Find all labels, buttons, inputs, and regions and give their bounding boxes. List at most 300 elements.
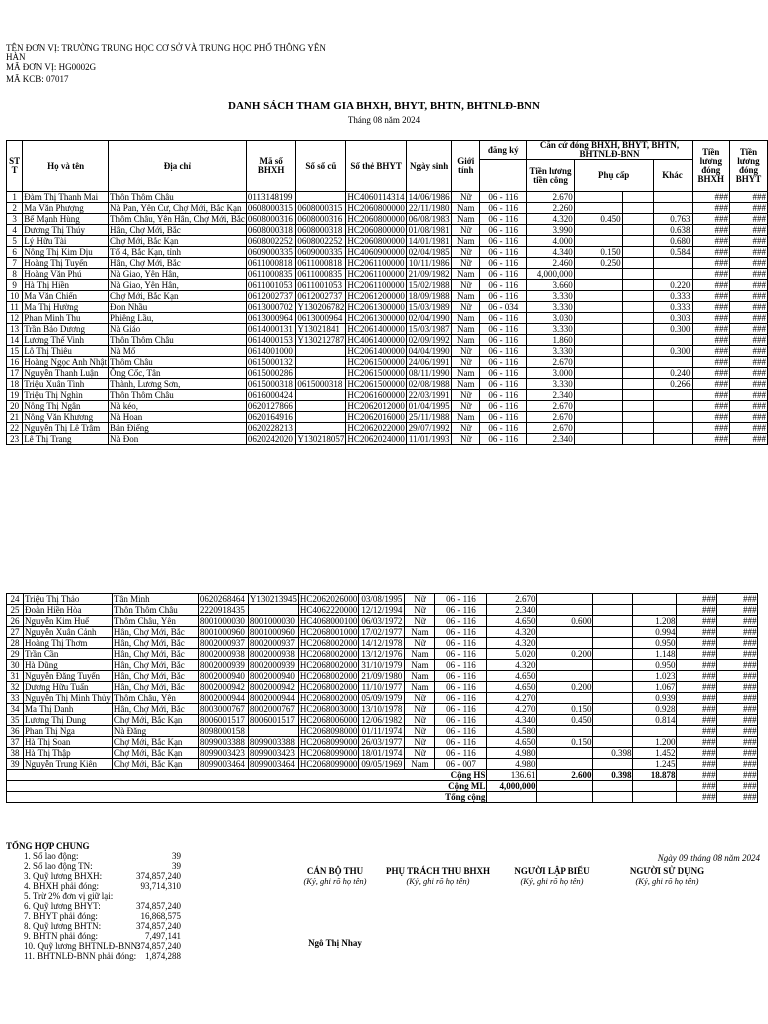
cell-x1: ### bbox=[677, 737, 717, 748]
cell-old: 0608000315 bbox=[296, 203, 346, 214]
cell-bhxh: 8099003464 bbox=[198, 759, 248, 770]
cell-dob: 24/06/1991 bbox=[406, 357, 452, 368]
cell-sal: 2.670 bbox=[527, 357, 574, 368]
kcb-code: MÃ KCB: 07017 bbox=[6, 74, 69, 84]
cell-stt: 9 bbox=[7, 280, 23, 291]
cell-addr: Hân, Chợ Mới, Bắc bbox=[108, 225, 246, 236]
cell-sal: 3.330 bbox=[527, 302, 574, 313]
cell-sex: Nam bbox=[452, 236, 480, 247]
cell-dob: 02/04/1985 bbox=[406, 247, 452, 258]
cell-reg: 06 - 116 bbox=[435, 737, 487, 748]
cell-sal: 2.460 bbox=[527, 258, 574, 269]
cell-a3 bbox=[653, 192, 692, 203]
cell-bhxh: 0620228213 bbox=[246, 423, 296, 434]
cell-old: 0608002252 bbox=[296, 236, 346, 247]
cell-name: Nông Thị Kim Dịu bbox=[23, 247, 109, 258]
cell-dob: 01/04/1995 bbox=[406, 401, 452, 412]
cell-name: Nông Văn Khương bbox=[23, 412, 109, 423]
cell-sex: Nữ bbox=[405, 605, 435, 616]
cell-x1: ### bbox=[692, 225, 729, 236]
cell-a3: 0.333 bbox=[653, 291, 692, 302]
cell-stt: 33 bbox=[7, 693, 24, 704]
cell-a3: 0.814 bbox=[633, 715, 677, 726]
cell-sal: 4.580 bbox=[487, 726, 537, 737]
cell-bhyt: HC4061400000 bbox=[347, 335, 405, 345]
cell-stt: 20 bbox=[7, 401, 23, 412]
cell-dob: 03/08/1995 bbox=[359, 594, 405, 605]
table-row bbox=[7, 236, 768, 247]
cell-sal: 2.340 bbox=[487, 605, 537, 616]
cell-addr: Hân, Chợ Mới, Bắc bbox=[112, 671, 198, 682]
cell-bhxh: 8001000960 bbox=[198, 627, 248, 638]
summary-item bbox=[6, 881, 181, 891]
cell-sal: 2.670 bbox=[527, 423, 574, 434]
cell-x1: ### bbox=[692, 269, 729, 280]
cell-bhyt: HC2061200000 bbox=[347, 291, 405, 301]
cell-a2 bbox=[593, 693, 633, 704]
cell-reg: 06 - 116 bbox=[435, 627, 487, 638]
cell-sal: 2.670 bbox=[527, 412, 574, 423]
cell-sex: Nữ bbox=[405, 715, 435, 726]
cell-x1: ### bbox=[692, 368, 729, 379]
table-row bbox=[7, 192, 768, 203]
cell-a3: 0.939 bbox=[633, 693, 677, 704]
cell-a1 bbox=[537, 594, 593, 605]
cell-name: Nguyễn Thị Lê Trâm bbox=[23, 423, 109, 434]
cell-x2: ### bbox=[729, 313, 767, 324]
cell-a1 bbox=[574, 324, 622, 335]
table-row bbox=[7, 280, 768, 291]
cell-sal: 2.670 bbox=[527, 192, 574, 203]
cell-addr: Thành, Lương Sơn, bbox=[108, 379, 246, 390]
summary-label: 5. Trừ 2% đơn vị giữ lại: bbox=[24, 891, 114, 901]
cell-stt: 27 bbox=[7, 627, 24, 638]
cell-a3: 0.240 bbox=[653, 368, 692, 379]
cell-bhxh: 0608002252 bbox=[246, 236, 296, 247]
total-hs-allowance-1: 2.600 bbox=[537, 770, 593, 781]
cell-bhyt: HC2060800000 bbox=[347, 236, 405, 246]
summary-value: 374,857,240 bbox=[136, 941, 181, 951]
cell-x1: ### bbox=[677, 693, 717, 704]
col-stt: ST T bbox=[7, 141, 23, 192]
cell-addr: Nà kéo, bbox=[108, 401, 246, 412]
cell-bhxh: 0620164916 bbox=[246, 412, 296, 423]
cell-x2: ### bbox=[729, 192, 767, 203]
cell-addr: Nà Giao, Yên Hân, bbox=[108, 269, 246, 280]
signature-date: Ngày 09 tháng 08 năm 2024 bbox=[657, 853, 760, 863]
cell-a2 bbox=[593, 737, 633, 748]
cell-a2 bbox=[622, 434, 653, 445]
cell-bhyt: HC2068006000 bbox=[299, 715, 358, 725]
cell-stt: 2 bbox=[7, 203, 23, 214]
cell-addr: Đon Nhầu bbox=[108, 302, 246, 313]
cell-old: 0611001053 bbox=[296, 280, 346, 291]
cell-old: 0615000318 bbox=[296, 379, 346, 390]
cell-a2 bbox=[622, 401, 653, 412]
table-row bbox=[7, 214, 768, 225]
cell-bhxh: 0612002737 bbox=[246, 291, 296, 302]
cell-a3: 0.928 bbox=[633, 704, 677, 715]
cell-a3: 1.023 bbox=[633, 671, 677, 682]
cell-x1: ### bbox=[677, 759, 717, 770]
cell-a3: 0.333 bbox=[653, 302, 692, 313]
cell-old bbox=[296, 412, 346, 423]
cell-name: Ma Văn Chiến bbox=[23, 291, 109, 302]
cell-reg: 06 - 116 bbox=[480, 346, 527, 357]
cell-stt: 13 bbox=[7, 324, 23, 335]
cell-sex: Nam bbox=[452, 313, 480, 324]
summary-label: 6. Quỹ lương BHYT: bbox=[24, 901, 101, 911]
table-row bbox=[7, 324, 768, 335]
cell-stt: 17 bbox=[7, 368, 23, 379]
signature-collector bbox=[280, 866, 390, 948]
cell-dob: 02/04/1990 bbox=[406, 313, 452, 324]
cell-a2 bbox=[622, 236, 653, 247]
cell-sex: Nam bbox=[405, 627, 435, 638]
cell-reg: 06 - 116 bbox=[480, 247, 527, 258]
total-hs-bhyt: ### bbox=[717, 770, 758, 781]
cell-old bbox=[296, 423, 346, 434]
cell-x2: ### bbox=[717, 638, 758, 649]
cell-old: 8002000767 bbox=[248, 704, 298, 715]
cell-sal: 3.330 bbox=[527, 324, 574, 335]
cell-sex: Nam bbox=[452, 324, 480, 335]
cell-name: Phan Minh Thu bbox=[23, 313, 109, 324]
cell-old: Y130206782 bbox=[297, 302, 345, 312]
cell-a2 bbox=[622, 203, 653, 214]
cell-old: 8099003423 bbox=[248, 748, 298, 759]
summary-value: 374,857,240 bbox=[136, 921, 181, 931]
table-row bbox=[7, 627, 758, 638]
unit-name-cont: HÀN bbox=[6, 52, 26, 62]
cell-dob: 22/03/1991 bbox=[406, 390, 452, 401]
cell-old: 8002000938 bbox=[248, 649, 298, 660]
cell-sal: 4.320 bbox=[487, 660, 537, 671]
cell-dob: 02/08/1988 bbox=[406, 379, 452, 390]
cell-bhyt: HC2068003000 bbox=[299, 704, 358, 714]
cell-a2 bbox=[622, 412, 653, 423]
cell-x2: ### bbox=[729, 324, 767, 335]
summary-label: 10. Quỹ lương BHTNLĐ-BNN: bbox=[24, 941, 140, 951]
cell-stt: 3 bbox=[7, 214, 23, 225]
cell-a3: 0.994 bbox=[633, 627, 677, 638]
cell-a2 bbox=[622, 192, 653, 203]
cell-sal: 4.320 bbox=[527, 214, 574, 225]
cell-x1: ### bbox=[677, 594, 717, 605]
total-ml-bhxh: ### bbox=[677, 781, 717, 792]
cell-a1 bbox=[574, 434, 622, 445]
cell-a3: 1.200 bbox=[633, 737, 677, 748]
cell-reg: 06 - 007 bbox=[435, 759, 487, 770]
summary-label: 4. BHXH phải đóng: bbox=[24, 881, 99, 891]
cell-reg: 06 - 116 bbox=[435, 605, 487, 616]
cell-sal: 4.270 bbox=[487, 704, 537, 715]
cell-sex: Nam bbox=[452, 203, 480, 214]
cell-reg: 06 - 116 bbox=[480, 236, 527, 247]
cell-x1: ### bbox=[677, 605, 717, 616]
cell-a1 bbox=[574, 357, 622, 368]
cell-dob: 14/12/1978 bbox=[359, 638, 405, 649]
cell-name: Triệu Xuân Tình bbox=[23, 379, 109, 390]
cell-stt: 28 bbox=[7, 638, 24, 649]
summary-label: 9. BHTN phải đóng: bbox=[24, 931, 98, 941]
cell-stt: 25 bbox=[7, 605, 24, 616]
col-reg: đăng ký bbox=[480, 141, 527, 160]
unit-code: MÃ ĐƠN VỊ: HG0002G bbox=[6, 62, 97, 72]
cell-stt: 24 bbox=[7, 594, 24, 605]
cell-x1: ### bbox=[692, 434, 729, 445]
summary-item bbox=[6, 951, 181, 961]
col-bhxh: Mã số BHXH bbox=[246, 141, 296, 192]
cell-stt: 21 bbox=[7, 412, 23, 423]
cell-sex: Nam bbox=[405, 671, 435, 682]
summary-label: 11. BHTNLĐ-BNN phải đóng: bbox=[24, 951, 137, 961]
cell-a3: 0.950 bbox=[633, 660, 677, 671]
summary-title: TỔNG HỢP CHUNG bbox=[6, 841, 90, 851]
cell-x1: ### bbox=[677, 671, 717, 682]
cell-sex: Nam bbox=[405, 682, 435, 693]
cell-addr: Hân, Chợ Mới, Bắc bbox=[112, 649, 198, 660]
cell-a2 bbox=[622, 379, 653, 390]
cell-x1: ### bbox=[692, 423, 729, 434]
total-hs-label: Cộng HS bbox=[7, 770, 487, 781]
cell-x2: ### bbox=[729, 258, 767, 269]
cell-bhyt: HC2068002000 bbox=[299, 649, 358, 659]
cell-x1: ### bbox=[692, 335, 729, 346]
cell-stt: 39 bbox=[7, 759, 24, 770]
table-row bbox=[7, 401, 768, 412]
cell-x1: ### bbox=[677, 726, 717, 737]
cell-stt: 32 bbox=[7, 682, 24, 693]
cell-a1 bbox=[574, 423, 622, 434]
table-row bbox=[7, 346, 768, 357]
cell-a1 bbox=[574, 401, 622, 412]
cell-x2: ### bbox=[729, 236, 767, 247]
cell-old: 0612002737 bbox=[296, 291, 346, 302]
cell-stt: 6 bbox=[7, 247, 23, 258]
cell-bhyt: HC4060114314 bbox=[347, 192, 405, 202]
cell-addr: Thôn Thôm Châu bbox=[108, 390, 246, 401]
cell-sal: 4.650 bbox=[487, 737, 537, 748]
cell-a3: 0.300 bbox=[653, 346, 692, 357]
cell-dob: 10/11/1986 bbox=[406, 258, 452, 269]
cell-old: Y130213945 bbox=[249, 594, 297, 604]
cell-reg: 06 - 116 bbox=[480, 335, 527, 346]
table-row bbox=[7, 748, 758, 759]
cell-name: Hà Dũng bbox=[24, 660, 113, 671]
cell-addr: Thôm Châu, Yên Hân, Chợ Mới, Bắc bbox=[109, 214, 245, 224]
summary-item bbox=[6, 911, 181, 921]
cell-a1 bbox=[574, 225, 622, 236]
manager-title: PHỤ TRÁCH THU BHXH bbox=[386, 866, 490, 876]
summary-item bbox=[6, 891, 181, 901]
cell-x2: ### bbox=[729, 335, 767, 346]
cell-x1: ### bbox=[692, 258, 729, 269]
cell-sal: 3.330 bbox=[527, 291, 574, 302]
cell-stt: 15 bbox=[7, 346, 23, 357]
cell-bhyt: HC2062026000 bbox=[299, 594, 358, 604]
cell-a2 bbox=[622, 225, 653, 236]
cell-old bbox=[248, 605, 298, 616]
cell-a1 bbox=[574, 291, 622, 302]
cell-a3: 0.950 bbox=[633, 638, 677, 649]
cell-bhxh: 0620268464 bbox=[198, 594, 248, 605]
cell-dob: 12/12/1994 bbox=[359, 605, 405, 616]
cell-x2: ### bbox=[717, 748, 758, 759]
cell-dob: 11/10/1977 bbox=[359, 682, 405, 693]
cell-bhxh: 8001000030 bbox=[198, 616, 248, 627]
cell-sex: Nữ bbox=[405, 594, 435, 605]
cell-a1: 0.250 bbox=[574, 258, 622, 269]
cell-name: Lê Thị Trang bbox=[23, 434, 109, 445]
cell-a3: 0.763 bbox=[653, 214, 692, 225]
cell-a2 bbox=[622, 214, 653, 225]
cell-dob: 15/02/1988 bbox=[406, 280, 452, 291]
cell-addr: Nà Hoan bbox=[108, 412, 246, 423]
cell-bhyt: HC2068002000 bbox=[299, 682, 358, 692]
cell-old: 8002000942 bbox=[248, 682, 298, 693]
cell-stt: 16 bbox=[7, 357, 23, 368]
table-row bbox=[7, 379, 768, 390]
cell-a1 bbox=[537, 759, 593, 770]
cell-bhyt: HC2061500000 bbox=[347, 379, 405, 389]
summary-label: 1. Số lao động: bbox=[24, 851, 79, 861]
cell-a1 bbox=[574, 236, 622, 247]
cell-name: Lương Thế Vinh bbox=[23, 335, 109, 346]
table-row bbox=[7, 258, 768, 269]
cell-bhxh: 8002000937 bbox=[198, 638, 248, 649]
cell-reg: 06 - 116 bbox=[480, 324, 527, 335]
cell-a2 bbox=[622, 357, 653, 368]
cell-a1 bbox=[537, 660, 593, 671]
cell-name: Trần Bảo Dương bbox=[23, 324, 109, 335]
cell-sal: 4.650 bbox=[487, 616, 537, 627]
cell-a2 bbox=[622, 280, 653, 291]
cell-addr: Chợ Mới, Bắc Kạn bbox=[112, 748, 198, 759]
col-reg-blank bbox=[480, 160, 527, 192]
cell-a1 bbox=[574, 280, 622, 291]
cell-sal: 5.020 bbox=[487, 649, 537, 660]
cell-bhxh: 0611000818 bbox=[246, 258, 296, 269]
cell-dob: 18/09/1988 bbox=[406, 291, 452, 302]
total-hs-bhxh: ### bbox=[677, 770, 717, 781]
cell-bhxh: 0608000316 bbox=[246, 214, 296, 225]
cell-addr: Hân, Chợ Mới, Bắc bbox=[112, 627, 198, 638]
cell-name: Hà Thị Thập bbox=[24, 748, 113, 759]
cell-sex: Nam bbox=[452, 412, 480, 423]
cell-reg: 06 - 116 bbox=[435, 704, 487, 715]
cell-bhxh: 8002000938 bbox=[198, 649, 248, 660]
table-row bbox=[7, 357, 768, 368]
cell-addr: Nà Pan, Yên Cư, Chợ Mới, Bắc Kạn bbox=[108, 203, 246, 214]
cell-dob: 02/09/1992 bbox=[406, 335, 452, 346]
cell-sal: 4.650 bbox=[487, 671, 537, 682]
cell-name: Triệu Thị Thảo bbox=[24, 594, 113, 605]
cell-x2: ### bbox=[729, 203, 767, 214]
cell-a2 bbox=[622, 423, 653, 434]
cell-sex: Nam bbox=[452, 291, 480, 302]
cell-sex: Nam bbox=[452, 379, 480, 390]
summary-value: 16,868,575 bbox=[140, 911, 181, 921]
cell-old: 8002000939 bbox=[248, 660, 298, 671]
cell-addr: Thôn Thôm Châu bbox=[108, 335, 246, 346]
cell-sal: 4.340 bbox=[487, 715, 537, 726]
cell-sal: 4.320 bbox=[487, 638, 537, 649]
cell-bhxh: 0614000153 bbox=[246, 335, 296, 346]
table-row bbox=[7, 715, 758, 726]
cell-bhyt: HC2062022000 bbox=[347, 423, 405, 433]
cell-bhxh: 0615000318 bbox=[246, 379, 296, 390]
table-row bbox=[7, 368, 768, 379]
cell-reg: 06 - 116 bbox=[435, 682, 487, 693]
cell-x2: ### bbox=[729, 368, 767, 379]
cell-reg: 06 - 116 bbox=[435, 715, 487, 726]
cell-old: 0611000818 bbox=[296, 258, 346, 269]
cell-old bbox=[248, 726, 298, 737]
cell-bhxh: 0620127866 bbox=[246, 401, 296, 412]
cell-bhyt: HC2061300000 bbox=[347, 313, 405, 323]
cell-reg: 06 - 116 bbox=[480, 214, 527, 225]
total-hs-salary: 136.61 bbox=[487, 770, 537, 781]
cell-x2: ### bbox=[717, 649, 758, 660]
cell-sex: Nữ bbox=[405, 693, 435, 704]
cell-x2: ### bbox=[729, 214, 767, 225]
unit-name: TÊN ĐƠN VỊ: TRƯỜNG TRUNG HỌC CƠ SỞ VÀ TRUNG HỌC PHỔ THÔNG YÊN bbox=[6, 43, 326, 53]
summary-item bbox=[6, 931, 181, 941]
col-address: Địa chỉ bbox=[108, 141, 246, 192]
cell-sal: 3.990 bbox=[527, 225, 574, 236]
cell-stt: 7 bbox=[7, 258, 23, 269]
cell-dob: 18/01/1974 bbox=[359, 748, 405, 759]
cell-a2 bbox=[593, 704, 633, 715]
cell-old: Y130212787 bbox=[297, 335, 345, 345]
table-row bbox=[7, 704, 758, 715]
cell-bhyt: HC2061100000 bbox=[347, 258, 405, 268]
table-row bbox=[7, 759, 758, 770]
table-row bbox=[7, 616, 758, 627]
preparer-hint: (Ký, ghi rõ họ tên) bbox=[520, 876, 584, 886]
cell-name: Lô Thị Thiêu bbox=[23, 346, 109, 357]
cell-sal: 4.340 bbox=[527, 247, 574, 258]
cell-dob: 29/07/1992 bbox=[406, 423, 452, 434]
table-row bbox=[7, 671, 758, 682]
cell-old: 8006001517 bbox=[248, 715, 298, 726]
cell-dob: 15/03/1989 bbox=[406, 302, 452, 313]
cell-bhyt: HC2068099000 bbox=[299, 748, 358, 758]
cell-stt: 30 bbox=[7, 660, 24, 671]
cell-sex: Nữ bbox=[452, 401, 480, 412]
table-row bbox=[7, 693, 758, 704]
cell-a1 bbox=[574, 412, 622, 423]
cell-addr: Nà Mố bbox=[108, 346, 246, 357]
cell-x2: ### bbox=[717, 605, 758, 616]
cell-sex: Nam bbox=[452, 269, 480, 280]
cell-a2 bbox=[593, 715, 633, 726]
summary-value: 374,857,240 bbox=[136, 871, 181, 881]
cell-a2 bbox=[622, 346, 653, 357]
cell-stt: 18 bbox=[7, 379, 23, 390]
summary-item bbox=[6, 861, 181, 871]
cell-a1 bbox=[537, 693, 593, 704]
cell-addr: Thôm Châu, Yên bbox=[112, 616, 198, 627]
cell-sex: Nữ bbox=[452, 357, 480, 368]
cell-a1 bbox=[574, 390, 622, 401]
cell-sex: Nam bbox=[405, 649, 435, 660]
table-row bbox=[7, 682, 758, 693]
cell-name: Nguyễn Thanh Luận bbox=[23, 368, 109, 379]
cell-a2 bbox=[622, 247, 653, 258]
cell-a2 bbox=[593, 627, 633, 638]
